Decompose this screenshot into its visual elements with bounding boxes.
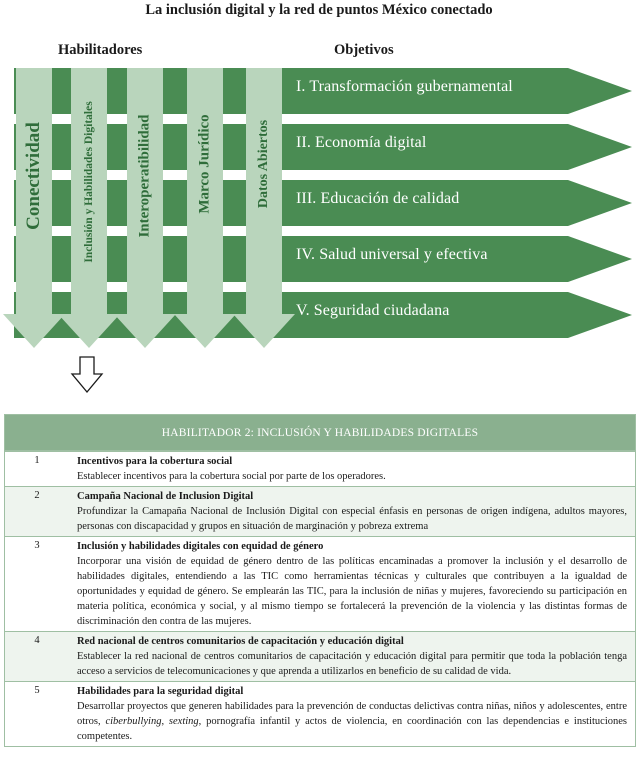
table-row — [5, 536, 635, 631]
down-arrow-icon — [70, 356, 104, 394]
enabler-label-1: Conectividad — [23, 122, 44, 230]
objectives-heading: Objetivos — [334, 42, 394, 58]
row-title: Red nacional de centros comunitarios de capacitación y educación digital — [77, 636, 404, 647]
row-number: 3 — [34, 540, 40, 551]
row-number: 2 — [34, 490, 40, 501]
table-row — [5, 681, 635, 746]
enabler-2-table — [4, 414, 636, 747]
objective-label-1: I. Transformación gubernamental — [296, 78, 513, 95]
table-row — [5, 631, 635, 681]
row-description: Establecer incentivos para la cobertura social por parte de los operadores. — [77, 471, 386, 482]
row-description: Incorporar una visión de equidad de género dentro de las políticas encaminadas a promover la inclusión y el desarrollo de habilidades digitales, entendiendo a las TIC como herramientas técnicas y culturales que contribuyen a la igualdad de oportunidades y equidad de género. Se emplearán las TIC, para la inclusión de niñas y mujeres, favoreciendo su participación en materia política, económica y social, y al mismo tiempo se fortalecerá la prevención de la violencia y las distintas formas de discriminación den contra de las mujeres. — [77, 556, 627, 627]
enablers-objectives-diagram — [0, 66, 638, 356]
row-description: Desarrollar proyectos que generen habilidades para la prevención de conductas delictivas contra niñas, niños y adolescentes, entre otros, ciberbullying, sexting, pornografía infantil y actos de violencia, en coordinación con las dependencias e instituciones competentes. — [77, 701, 627, 742]
row-title: Campaña Nacional de Inclusion Digital — [77, 491, 254, 502]
row-content — [69, 487, 635, 536]
row-content — [69, 632, 635, 681]
enablers-heading: Habilitadores — [58, 42, 143, 58]
row-content — [69, 682, 635, 746]
table-row — [5, 451, 635, 486]
objective-label-4: IV. Salud universal y efectiva — [296, 246, 488, 263]
enabler-label-5: Datos Abiertos — [256, 119, 271, 209]
table-header: HABILITADOR 2: INCLUSIÓN Y HABILIDADES DIGITALES — [5, 415, 635, 451]
table-body — [5, 451, 635, 746]
objective-label-3: III. Educación de calidad — [296, 190, 460, 207]
enabler-label-3: Interoperatibilidad — [136, 114, 153, 238]
row-title: Inclusión y habilidades digitales con equidad de género — [77, 541, 324, 552]
row-content — [69, 537, 635, 631]
row-content — [69, 452, 635, 486]
page-title: La inclusión digital y la red de puntos México conectado — [145, 2, 493, 18]
row-number: 1 — [34, 455, 40, 466]
objective-label-2: II. Economía digital — [296, 134, 427, 151]
objective-label-5: V. Seguridad ciudadana — [296, 302, 450, 319]
row-description: Establecer la red nacional de centros comunitarios de capacitación y educación digital para permitir que toda la población tenga acceso a servicios de telecomunicaciones y que aprenda a utilizarlos en beneficio de su calidad de vida. — [77, 651, 627, 677]
table-row — [5, 486, 635, 536]
row-title: Habilidades para la seguridad digital — [77, 686, 244, 697]
row-number: 5 — [34, 685, 40, 696]
enabler-label-2: Inclusión y Habilidades Digitales — [83, 101, 95, 263]
row-number: 4 — [34, 635, 40, 646]
row-description: Profundizar la Camapaña Nacional de Inclusión Digital con especial énfasis en personas de origen indígena, adultos mayores, personas con discapacidad y grupos en situación de marginación y pobreza extrema — [77, 506, 627, 532]
row-title: Incentivos para la cobertura social — [77, 456, 233, 467]
enabler-label-4: Marco Jurídico — [196, 114, 213, 214]
